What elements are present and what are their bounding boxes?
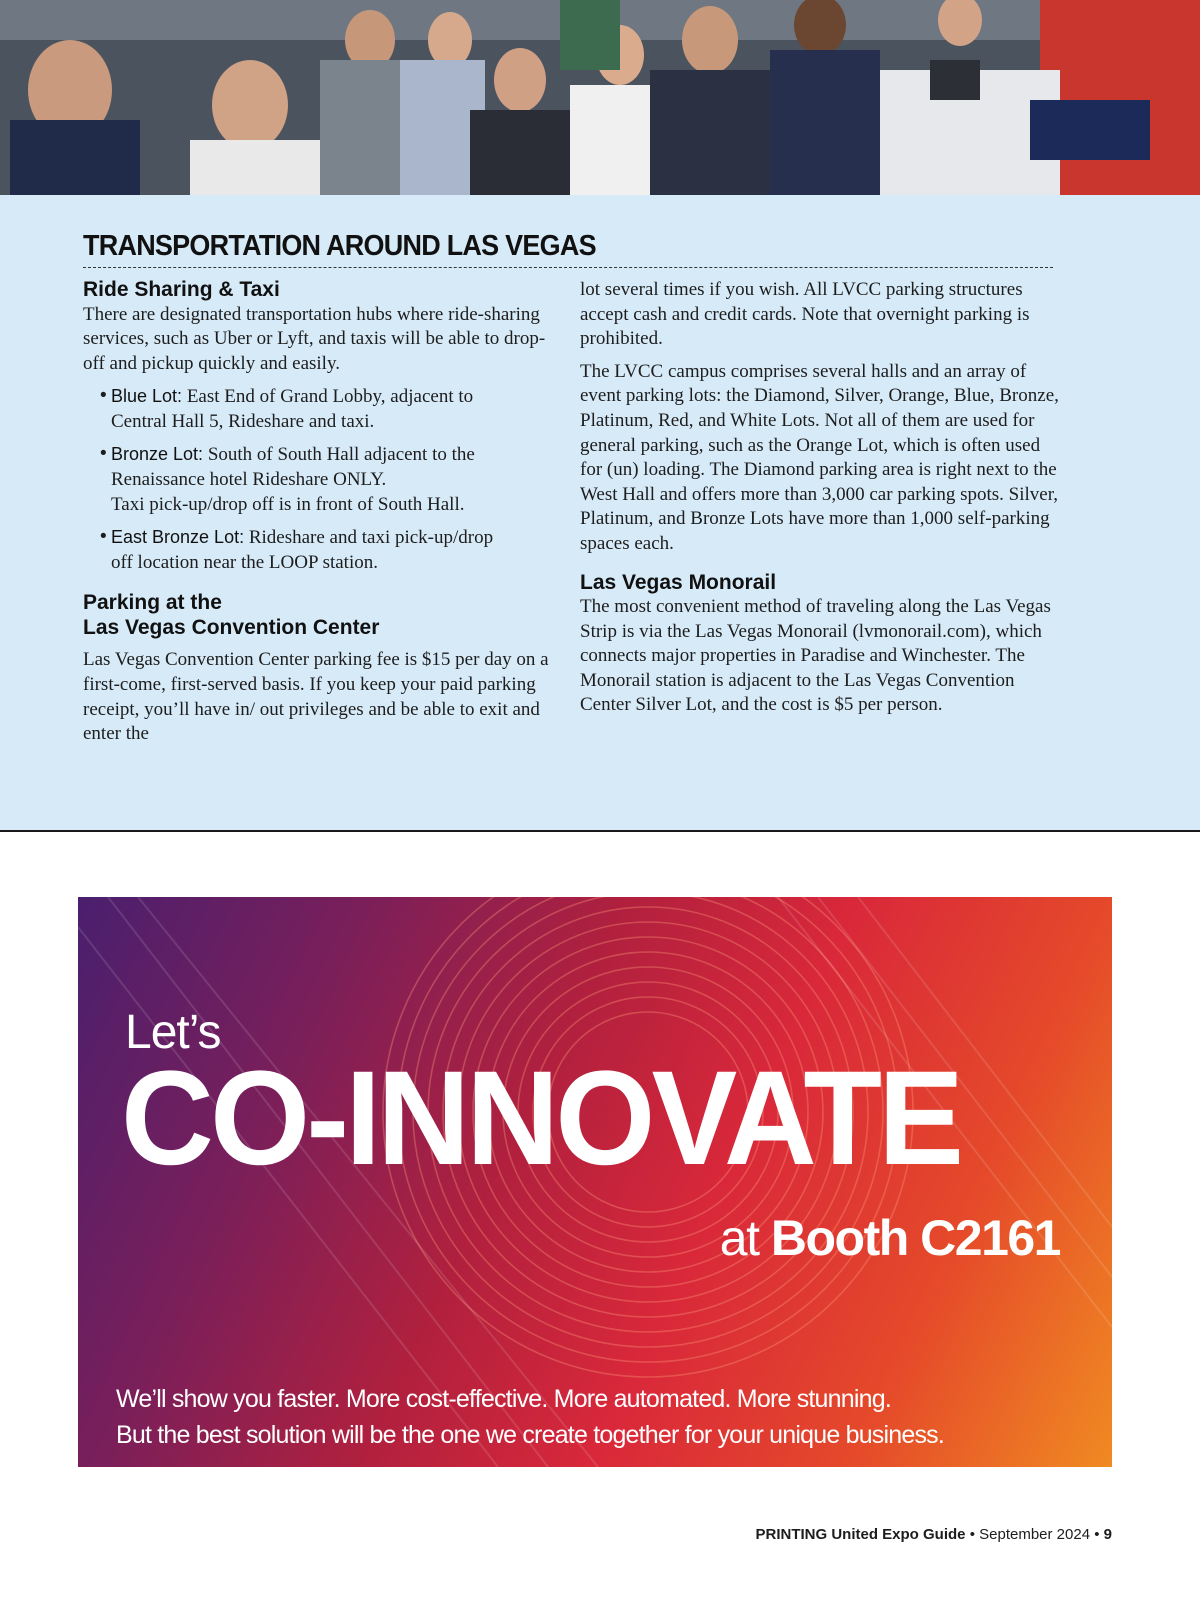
ride-sharing-intro: There are designated transportation hubs where ride-sharing services, such as Uber or Lyft, and taxis will be able to drop-off and pickup quickly and easily. <box>83 303 546 374</box>
right-column <box>580 278 1060 718</box>
ad-tagline <box>116 1381 944 1453</box>
bullet-text: off location near the LOOP station. <box>111 551 378 573</box>
bullet-text: East End of Grand Lobby, adjacent to <box>186 386 474 408</box>
header-photo-crowd <box>0 0 1200 195</box>
parking-heading-line1: Parking at the <box>83 591 222 615</box>
ad-booth-number: Booth C2161 <box>770 1210 1060 1266</box>
bullet-text: Taxi pick-up/drop off is in front of South Hall. <box>111 493 465 515</box>
bullet-text: South of South Hall adjacent to the <box>207 444 475 466</box>
spacer <box>83 640 563 648</box>
crowd-illustration <box>0 0 1200 195</box>
co-innovate-advertisement <box>78 897 1112 1467</box>
bullet-label: East Bronze Lot: <box>111 527 245 548</box>
ad-tagline-line1: We’ll show you faster. More cost-effective. More automated. More stunning. <box>116 1385 891 1413</box>
ad-tagline-line2: But the best solution will be the one we create together for your unique business. <box>116 1421 945 1449</box>
ride-sharing-heading: Ride Sharing & Taxi <box>83 278 280 301</box>
bullet-text: Central Hall 5, Rideshare and taxi. <box>111 410 375 432</box>
bullet-label: Blue Lot: <box>111 386 183 407</box>
footer-separator: • <box>1094 1526 1100 1543</box>
bullet-dot-icon: • <box>100 385 107 407</box>
footer-separator: • <box>969 1526 975 1543</box>
monorail-text: The most convenient method of traveling along the Las Vegas Strip is via the Las Vegas Monorail (lvmonorail.com), which connects major properties in Paradise and Winchester. The Monorail station is adjacent to the Las Vegas Convention Center Silver Lot, and the cost is $5 per person. <box>580 596 1051 716</box>
page-number: 9 <box>1103 1526 1112 1543</box>
section-title: TRANSPORTATION AROUND LAS VEGAS <box>83 230 596 262</box>
list-item-bronze-lot <box>83 442 563 517</box>
publication-date: September 2024 <box>979 1526 1091 1543</box>
section-divider <box>0 830 1200 832</box>
spacer <box>83 583 563 591</box>
lvcc-campus-text: The LVCC campus comprises several halls and an array of event parking lots: the Diamond, Silver, Orange, Blue, Bronze, Platinum, Red, and White Lots. Not all of them are used for general parking, such as the Orange Lot, which is often used for (un) loading. The Diamond parking area is right next to the West Hall and offers more than 3,000 car parking spots. Silver, Platinum, and Bronze Lots have more than 1,000 self-parking spaces each. <box>580 360 1059 554</box>
parking-text-part1: Las Vegas Convention Center parking fee is $15 per day on a first-come, first-served basis. If you keep your paid parking receipt, you’ll have in/ out privileges and be able to exit and enter the <box>83 649 549 745</box>
ad-lets: Let’s <box>125 1006 221 1059</box>
bullet-text: Renaissance hotel Rideshare ONLY. <box>111 469 387 491</box>
spacer <box>580 557 1060 571</box>
bullet-text: Rideshare and taxi pick-up/drop <box>248 527 494 549</box>
parking-heading-line2: Las Vegas Convention Center <box>83 615 380 639</box>
bullet-dot-icon: • <box>100 443 107 465</box>
left-column <box>83 278 563 747</box>
ride-sharing-list <box>83 384 563 575</box>
list-item-east-bronze-lot <box>83 525 563 575</box>
spacer <box>580 352 1060 360</box>
ad-booth-prefix: at <box>719 1210 759 1266</box>
list-item-blue-lot <box>83 384 563 434</box>
dashed-divider <box>83 267 1053 268</box>
page-footer <box>756 1526 1113 1543</box>
publication-name: PRINTING United Expo Guide <box>755 1526 966 1543</box>
parking-text-part2: lot several times if you wish. All LVCC parking structures accept cash and credit cards. Note that overnight parking is prohibited. <box>580 279 1030 350</box>
bullet-dot-icon: • <box>100 526 107 548</box>
ad-booth <box>720 1209 1060 1267</box>
monorail-heading: Las Vegas Monorail <box>580 570 777 594</box>
ad-headline: CO-INNOVATE <box>121 1044 961 1193</box>
bullet-label: Bronze Lot: <box>111 444 204 465</box>
parking-heading <box>83 591 563 640</box>
